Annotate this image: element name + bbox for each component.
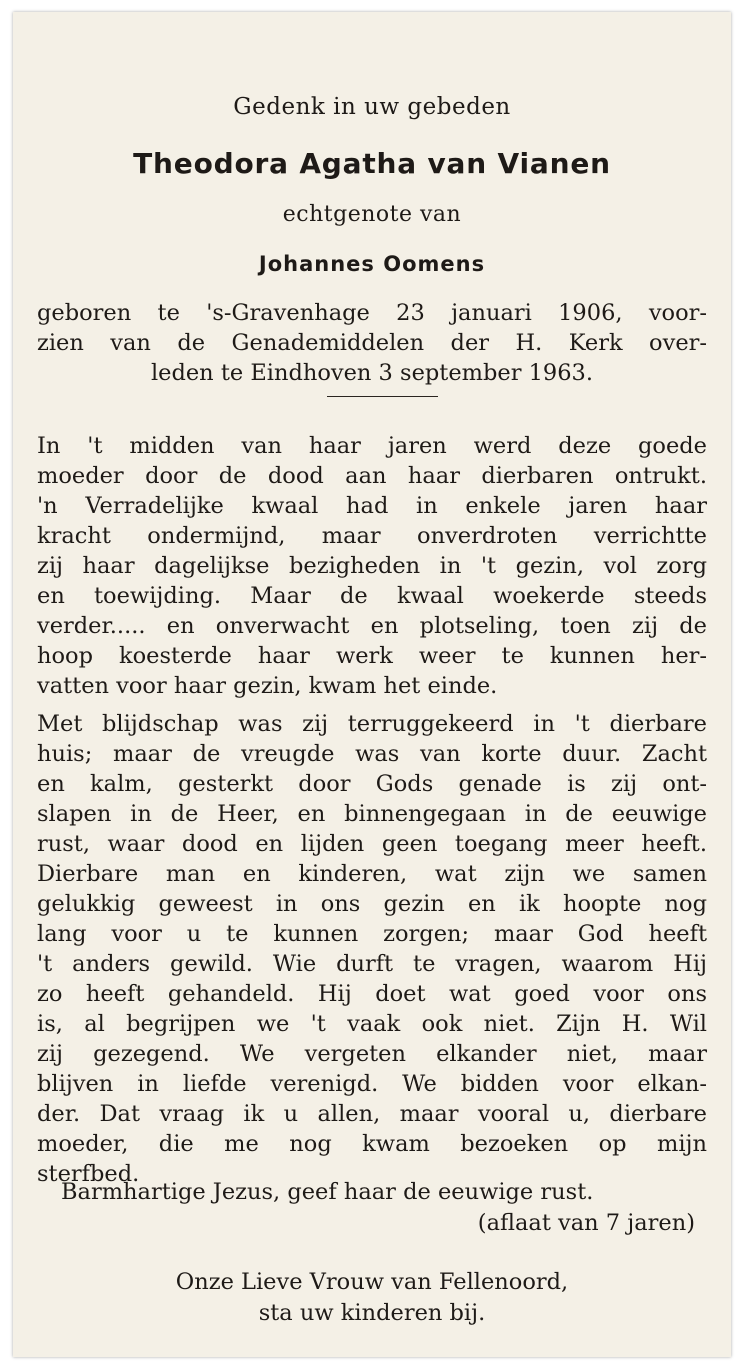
text-line: kracht ondermijnd, maar onverdroten verrichtte bbox=[37, 523, 707, 549]
birth-line: geboren te 's-Gravenhage 23 januari 1906, voor- bbox=[37, 300, 707, 326]
text-line: In 't midden van haar jaren werd deze goede bbox=[37, 433, 707, 459]
text-line: verder..... en onverwacht en plotseling, toen zij de bbox=[37, 613, 707, 639]
text-line: 't anders gewild. Wie durft te vragen, waarom Hij bbox=[37, 951, 707, 977]
text-line: der. Dat vraag ik u allen, maar vooral u, dierbare bbox=[37, 1101, 707, 1127]
indulgence-note: (aflaat van 7 jaren) bbox=[477, 1210, 695, 1236]
prayer-line: Onze Lieve Vrouw van Fellenoord, bbox=[175, 1269, 569, 1295]
deceased-name: Theodora Agatha van Vianen bbox=[133, 147, 611, 180]
spouse-relation: echtgenote van bbox=[282, 202, 462, 227]
text-line: moeder, die me nog kwam bezoeken op mijn bbox=[37, 1131, 707, 1157]
spouse-name: Johannes Oomens bbox=[258, 252, 486, 276]
text-line: zo heeft gehandeld. Hij doet wat goed voor ons bbox=[37, 981, 707, 1007]
prayer-line: Barmhartige Jezus, geef haar de eeuwige rust. bbox=[61, 1179, 594, 1205]
prayer-line: sta uw kinderen bij. bbox=[258, 1300, 486, 1326]
text-line: en kalm, gesterkt door Gods genade is zij ont- bbox=[37, 771, 707, 797]
invocation-heading: Gedenk in uw gebeden bbox=[233, 94, 511, 120]
divider-rule bbox=[327, 396, 438, 397]
text-line: 'n Verradelijke kwaal had in enkele jaren haar bbox=[37, 493, 707, 519]
text-line: is, al begrijpen we 't vaak ook niet. Zijn H. Wil bbox=[37, 1011, 707, 1037]
memorial-paragraph-1 bbox=[37, 431, 707, 701]
prayer-mary bbox=[13, 1267, 731, 1329]
birth-line: zien van de Genademiddelen der H. Kerk over- bbox=[37, 330, 707, 356]
text-line: huis; maar de vreugde was van korte duur. Zacht bbox=[37, 741, 707, 767]
text-line: slapen in de Heer, en binnengegaan in de eeuwige bbox=[37, 801, 707, 827]
text-line: blijven in liefde verenigd. We bidden voor elkan- bbox=[37, 1071, 707, 1097]
text-line: hoop koesterde haar werk weer te kunnen her- bbox=[37, 643, 707, 669]
text-line: sterfbed. bbox=[37, 1161, 140, 1187]
memorial-paragraph-2 bbox=[37, 709, 707, 1189]
text-line: vatten voor haar gezin, kwam het einde. bbox=[37, 673, 498, 699]
text-line: Met blijdschap was zij terruggekeerd in 't dierbare bbox=[37, 711, 707, 737]
text-line: zij gezegend. We vergeten elkander niet, maar bbox=[37, 1041, 707, 1067]
text-line: en toewijding. Maar de kwaal woekerde steeds bbox=[37, 583, 707, 609]
birth-death-details bbox=[37, 298, 707, 388]
text-line: moeder door de dood aan haar dierbaren ontrukt. bbox=[37, 463, 707, 489]
text-line: rust, waar dood en lijden geen toegang meer heeft. bbox=[37, 831, 707, 857]
text-line: zij haar dagelijkse bezigheden in 't gezin, vol zorg bbox=[37, 553, 707, 579]
birth-line: leden te Eindhoven 3 september 1963. bbox=[150, 360, 594, 386]
prayer-jesus bbox=[13, 1177, 731, 1239]
text-line: Dierbare man en kinderen, wat zijn we samen bbox=[37, 861, 707, 887]
text-line: lang voor u te kunnen zorgen; maar God heeft bbox=[37, 921, 707, 947]
memorial-card bbox=[13, 12, 731, 1357]
text-line: gelukkig geweest in ons gezin en ik hoopte nog bbox=[37, 891, 707, 917]
